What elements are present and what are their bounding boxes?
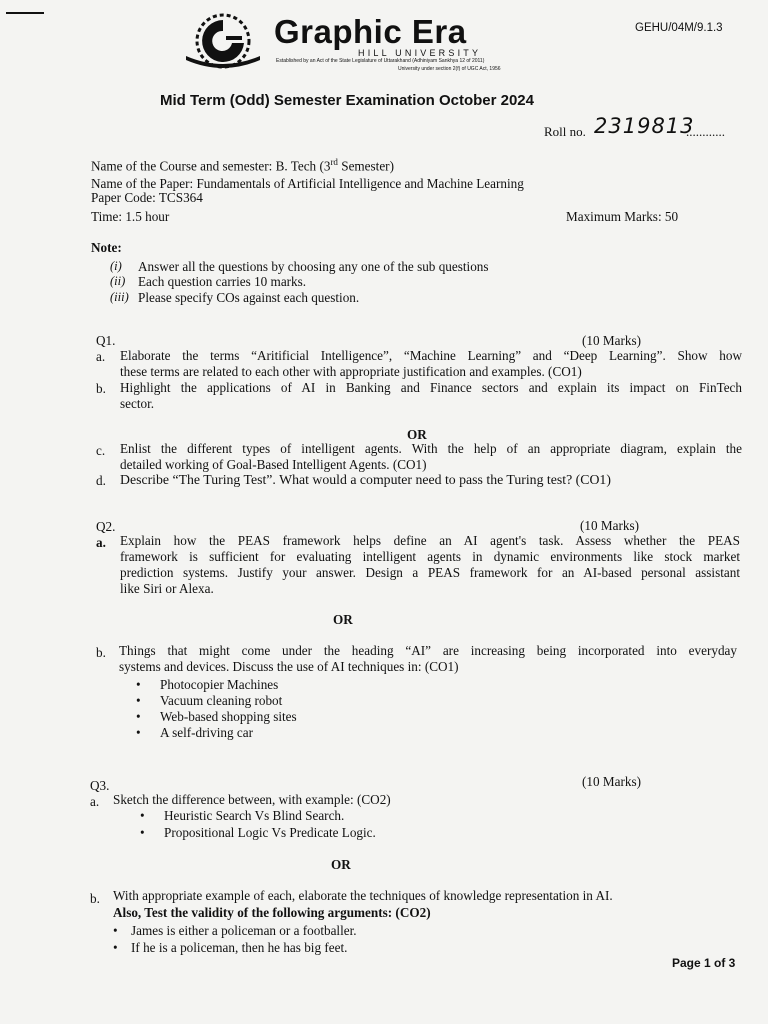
q1-c-line-1: Enlist the different types of intelligent agents. With the help of an appropriate diagram, explain the <box>120 441 742 456</box>
university-logo-emblem <box>182 12 264 70</box>
paper-name: Name of the Paper: Fundamentals of Artificial Intelligence and Machine Learning <box>91 176 524 191</box>
q2-a-line-1: Explain how the PEAS framework helps define an AI agent's task. Assess whether the PEAS <box>120 533 740 548</box>
note-item-1: Answer all the questions by choosing any one of the sub questions <box>138 259 489 274</box>
q2-b-bullet-list <box>136 677 297 741</box>
q2-b-line-2: systems and devices. Discuss the use of AI techniques in: (CO1) <box>119 659 459 674</box>
q2-b-bullet: • A self-driving car <box>136 725 297 741</box>
maximum-marks: Maximum Marks: 50 <box>566 209 679 224</box>
q3-marks: (10 Marks) <box>582 774 641 789</box>
q1-a-line-1: Elaborate the terms “Aritificial Intelligence”, “Machine Learning” and “Deep Learning”. Show how <box>120 348 742 363</box>
note-item-2: Each question carries 10 marks. <box>138 274 307 289</box>
exam-time: Time: 1.5 hour <box>91 209 170 224</box>
q1-c-letter: c. <box>96 443 106 458</box>
q2-a-letter: a. <box>96 535 106 550</box>
roll-number-dots: ............ <box>686 124 725 139</box>
q2-label: Q2. <box>96 519 116 534</box>
q3-b-bullet-list <box>113 922 357 956</box>
roll-number-handwritten: 2319813 <box>594 114 695 138</box>
note-item-3: Please specify COs against each question. <box>138 290 360 305</box>
q1-label: Q1. <box>96 333 116 348</box>
q1-marks: (10 Marks) <box>582 333 641 348</box>
q2-or: OR <box>333 612 353 627</box>
note-num-1: (i) <box>110 259 122 273</box>
q3-b-bullet: • If he is a policeman, then he has big feet. <box>113 939 357 956</box>
brand-name: Graphic Era <box>274 13 467 50</box>
q1-d-letter: d. <box>96 473 106 488</box>
q3-a-letter: a. <box>90 794 100 809</box>
q2-a-line-2: framework is sufficient for evaluating intelligent agents in dynamic environments like stock market <box>120 549 740 564</box>
q2-a-line-3: prediction systems. Justify your answer. Design a PEAS framework for an AI-based personal assistant <box>120 565 740 580</box>
exam-title: Mid Term (Odd) Semester Examination October 2024 <box>160 92 534 109</box>
q3-label: Q3. <box>90 778 110 793</box>
roll-number-label: Roll no. <box>544 124 586 139</box>
q2-b-bullet: • Photocopier Machines <box>136 677 297 693</box>
q1-d-line-1: Describe “The Turing Test”. What would a computer need to pass the Turing test? (CO1) <box>120 472 611 487</box>
brand-ugc-line: University under section 2(f) of UGC Act, 1956 <box>398 66 501 72</box>
q3-b-line-1: With appropriate example of each, elaborate the techniques of knowledge representation in AI. <box>113 888 613 903</box>
q3-a-line-1: Sketch the difference between, with example: (CO2) <box>113 792 391 807</box>
note-title: Note: <box>91 240 122 255</box>
page-number: Page 1 of 3 <box>672 956 736 970</box>
q1-b-letter: b. <box>96 381 106 396</box>
q3-a-bullet-list <box>140 808 376 841</box>
corner-mark <box>6 12 44 14</box>
q3-or: OR <box>331 857 351 872</box>
q1-b-line-1: Highlight the applications of AI in Banking and Finance sectors and explain its impact on FinTech <box>120 380 742 395</box>
q2-b-bullet: • Vacuum cleaning robot <box>136 693 297 709</box>
q2-b-bullet: • Web-based shopping sites <box>136 709 297 725</box>
q1-b-line-2: sector. <box>120 396 155 411</box>
q2-b-letter: b. <box>96 645 106 660</box>
paper-code: Paper Code: TCS364 <box>91 190 203 205</box>
q2-b-line-1: Things that might come under the heading “AI” are increasing being incorporated into everyday <box>119 643 737 658</box>
document-code: GEHU/04M/9.1.3 <box>635 22 723 34</box>
q3-b-letter: b. <box>90 891 100 906</box>
q3-b-bullet: • James is either a policeman or a footballer. <box>113 922 357 939</box>
brand-subtitle: HILL UNIVERSITY <box>358 48 482 58</box>
q1-or: OR <box>407 427 427 442</box>
brand-establishment-line: Established by an Act of the State Legislature of Uttarakhand (Adhiniyam Sankhya 12 of 2011) <box>276 58 485 64</box>
q2-marks: (10 Marks) <box>580 518 639 533</box>
note-num-2: (ii) <box>110 274 126 288</box>
q1-a-line-2: these terms are related to each other with appropriate justification and examples. (CO1) <box>120 364 582 379</box>
q2-a-line-4: like Siri or Alexa. <box>120 581 214 596</box>
q1-a-letter: a. <box>96 349 106 364</box>
q3-b-line-2: Also, Test the validity of the following arguments: (CO2) <box>113 905 431 920</box>
q1-c-line-2: detailed working of Goal-Based Intelligent Agents. (CO1) <box>120 457 427 472</box>
q3-a-bullet: • Heuristic Search Vs Blind Search. <box>140 808 376 825</box>
note-num-3: (iii) <box>110 290 129 304</box>
q3-a-bullet: • Propositional Logic Vs Predicate Logic. <box>140 825 376 842</box>
course-semester: Name of the Course and semester: B. Tech (3rd Semester) <box>91 157 394 174</box>
